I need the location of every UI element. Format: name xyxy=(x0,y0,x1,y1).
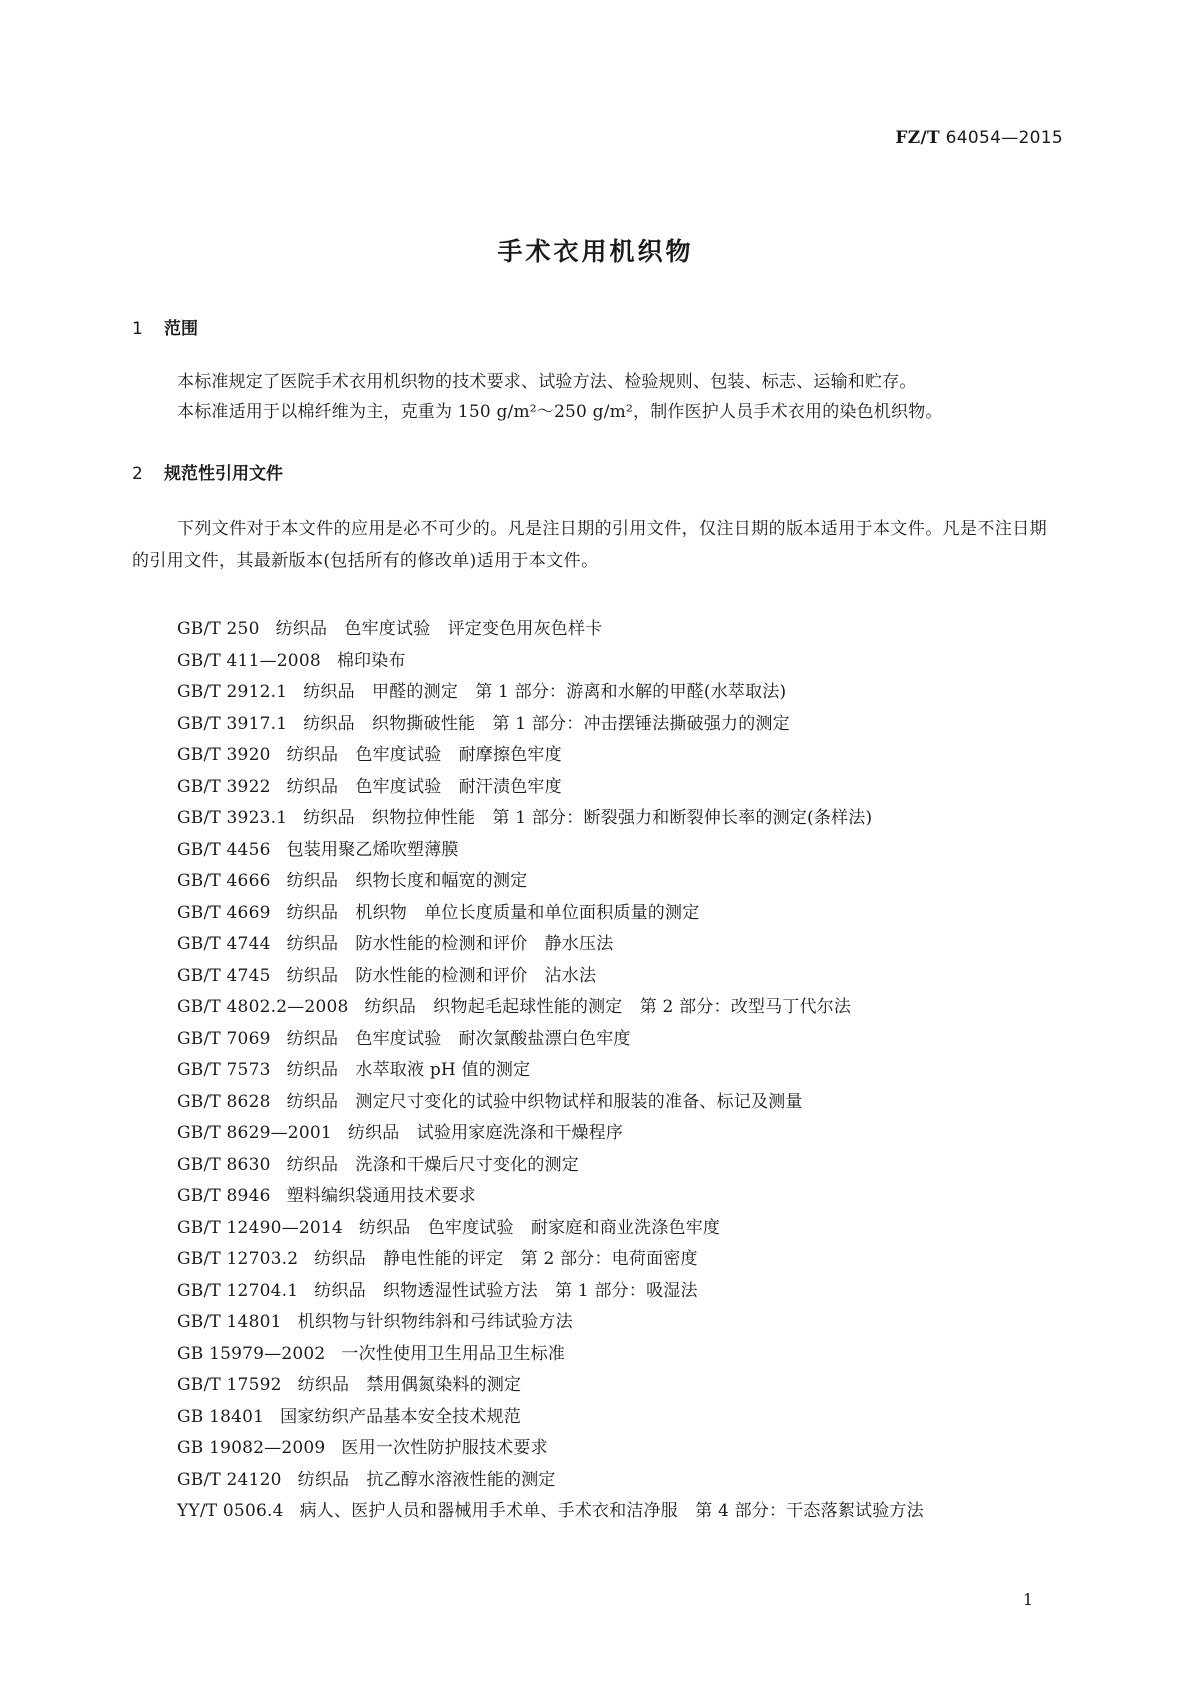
reference-title: 纺织品 甲醛的测定 第 1 部分：游离和水解的甲醛(水萃取法) xyxy=(303,682,787,702)
reference-code: GB/T 7069 xyxy=(177,1028,271,1049)
scope-paragraph-1: 本标准规定了医院手术衣用机织物的技术要求、试验方法、检验规则、包装、标志、运输和贮存。 xyxy=(177,372,917,392)
reference-title: 纺织品 试验用家庭洗涤和干燥程序 xyxy=(347,1123,624,1143)
document-title: 手术衣用机织物 xyxy=(497,237,694,266)
reference-item xyxy=(177,1118,924,1150)
reference-title: 纺织品 水萃取液 pH 值的测定 xyxy=(286,1060,531,1080)
reference-item xyxy=(177,740,924,772)
reference-item xyxy=(177,1402,924,1434)
standard-code: 64054—2015 xyxy=(945,128,1063,148)
reference-code: GB/T 3920 xyxy=(177,745,271,765)
reference-item xyxy=(177,1213,924,1245)
reference-code: GB/T 8946 xyxy=(177,1186,271,1206)
reference-code: GB/T 4744 xyxy=(177,934,271,954)
reference-item xyxy=(177,614,924,646)
normative-references-list xyxy=(177,614,924,1528)
reference-code: GB 15979—2002 xyxy=(177,1343,326,1364)
reference-code: GB/T 8629—2001 xyxy=(177,1123,332,1143)
scope-paragraph-2: 本标准适用于以棉纤维为主，克重为 150 g/m²～250 g/m²，制作医护人员手术衣用的染色机织物。 xyxy=(177,402,943,422)
section-1-number: 1 xyxy=(132,319,143,339)
reference-code: GB/T 4456 xyxy=(177,839,271,860)
reference-item xyxy=(177,1181,924,1213)
reference-item xyxy=(177,803,924,835)
reference-item xyxy=(177,866,924,898)
reference-title: 纺织品 织物透湿性试验方法 第 1 部分：吸湿法 xyxy=(314,1280,698,1301)
reference-item xyxy=(177,677,924,709)
reference-code: GB/T 4666 xyxy=(177,871,271,891)
standard-number xyxy=(895,128,1063,148)
reference-item xyxy=(177,929,924,961)
reference-title: 纺织品 织物撕破性能 第 1 部分：冲击摆锤法撕破强力的测定 xyxy=(303,713,790,734)
reference-code: GB/T 3922 xyxy=(177,776,271,797)
reference-code: GB/T 411—2008 xyxy=(177,650,321,671)
reference-title: 纺织品 防水性能的检测和评价 静水压法 xyxy=(286,934,614,954)
reference-item xyxy=(177,992,924,1024)
reference-title: 塑料编织袋通用技术要求 xyxy=(286,1186,476,1206)
reference-code: GB/T 24120 xyxy=(177,1469,282,1490)
reference-title: 纺织品 静电性能的评定 第 2 部分：电荷面密度 xyxy=(314,1249,698,1269)
reference-title: 机织物与针织物纬斜和弓纬试验方法 xyxy=(297,1312,573,1332)
reference-title: 纺织品 禁用偶氮染料的测定 xyxy=(297,1375,522,1395)
page-number: 1 xyxy=(1022,1590,1033,1609)
reference-item xyxy=(177,1307,924,1339)
reference-item xyxy=(177,961,924,993)
reference-item xyxy=(177,772,924,804)
reference-code: GB 19082—2009 xyxy=(177,1438,326,1458)
reference-item xyxy=(177,709,924,741)
reference-code: GB/T 2912.1 xyxy=(177,682,288,702)
reference-title: 纺织品 色牢度试验 评定变色用灰色样卡 xyxy=(275,619,603,639)
reference-code: GB/T 3923.1 xyxy=(177,808,288,828)
section-2-heading xyxy=(132,459,283,484)
reference-title: 纺织品 色牢度试验 耐汗渍色牢度 xyxy=(286,776,562,797)
reference-code: GB/T 12703.2 xyxy=(177,1249,299,1269)
reference-title: 病人、医护人员和器械用手术单、手术衣和洁净服 第 4 部分：干态落絮试验方法 xyxy=(299,1501,924,1521)
reference-code: GB/T 7573 xyxy=(177,1060,271,1080)
reference-code: GB/T 17592 xyxy=(177,1375,282,1395)
reference-title: 纺织品 抗乙醇水溶液性能的测定 xyxy=(297,1469,556,1490)
reference-title: 纺织品 织物拉伸性能 第 1 部分：断裂强力和断裂伸长率的测定(条样法) xyxy=(303,808,873,828)
reference-title: 棉印染布 xyxy=(336,650,406,671)
reference-code: GB/T 4745 xyxy=(177,965,271,986)
reference-code: YY/T 0506.4 xyxy=(177,1501,284,1521)
reference-title: 一次性使用卫生用品卫生标准 xyxy=(341,1343,566,1364)
reference-item xyxy=(177,1339,924,1371)
reference-code: GB/T 250 xyxy=(177,619,260,639)
reference-code: GB/T 14801 xyxy=(177,1312,282,1332)
reference-title: 纺织品 机织物 单位长度质量和单位面积质量的测定 xyxy=(286,902,700,923)
reference-title: 纺织品 防水性能的检测和评价 沾水法 xyxy=(286,965,597,986)
reference-title: 纺织品 织物长度和幅宽的测定 xyxy=(286,871,528,891)
reference-item xyxy=(177,1370,924,1402)
reference-item xyxy=(177,1055,924,1087)
reference-item xyxy=(177,1465,924,1497)
reference-title: 包装用聚乙烯吹塑薄膜 xyxy=(286,839,459,860)
reference-item xyxy=(177,898,924,930)
reference-code: GB/T 4802.2—2008 xyxy=(177,997,349,1017)
reference-title: 纺织品 织物起毛起球性能的测定 第 2 部分：改型马丁代尔法 xyxy=(364,997,852,1017)
reference-title: 纺织品 色牢度试验 耐次氯酸盐漂白色牢度 xyxy=(286,1028,631,1049)
reference-code: GB/T 3917.1 xyxy=(177,713,288,734)
reference-code: GB 18401 xyxy=(177,1406,265,1427)
reference-title: 纺织品 色牢度试验 耐摩擦色牢度 xyxy=(286,745,562,765)
reference-code: GB/T 4669 xyxy=(177,902,271,923)
reference-title: 纺织品 测定尺寸变化的试验中织物试样和服装的准备、标记及测量 xyxy=(286,1091,803,1112)
section-2-number: 2 xyxy=(132,464,143,484)
references-intro: 下列文件对于本文件的应用是必不可少的。凡是注日期的引用文件，仅注日期的版本适用于本文件。凡是不注日期的引用文件，其最新版本(包括所有的修改单)适用于本文件。 xyxy=(132,519,1047,571)
reference-item xyxy=(177,1496,924,1528)
reference-code: GB/T 12704.1 xyxy=(177,1280,299,1301)
reference-item xyxy=(177,835,924,867)
reference-title: 医用一次性防护服技术要求 xyxy=(341,1438,548,1458)
standard-prefix: FZ/T xyxy=(895,128,940,148)
section-2-title: 规范性引用文件 xyxy=(164,464,283,484)
reference-title: 纺织品 洗涤和干燥后尺寸变化的测定 xyxy=(286,1154,580,1175)
reference-code: GB/T 8628 xyxy=(177,1091,271,1112)
section-1-title: 范围 xyxy=(164,319,198,339)
reference-item xyxy=(177,1276,924,1308)
reference-title: 纺织品 色牢度试验 耐家庭和商业洗涤色牢度 xyxy=(358,1217,721,1238)
reference-item xyxy=(177,1433,924,1465)
section-1-heading xyxy=(132,314,198,339)
reference-item xyxy=(177,1024,924,1056)
reference-item xyxy=(177,1150,924,1182)
reference-code: GB/T 12490—2014 xyxy=(177,1217,343,1238)
reference-title: 国家纺织产品基本安全技术规范 xyxy=(280,1406,521,1427)
reference-item xyxy=(177,1244,924,1276)
reference-item xyxy=(177,1087,924,1119)
reference-item xyxy=(177,646,924,678)
reference-code: GB/T 8630 xyxy=(177,1154,271,1175)
